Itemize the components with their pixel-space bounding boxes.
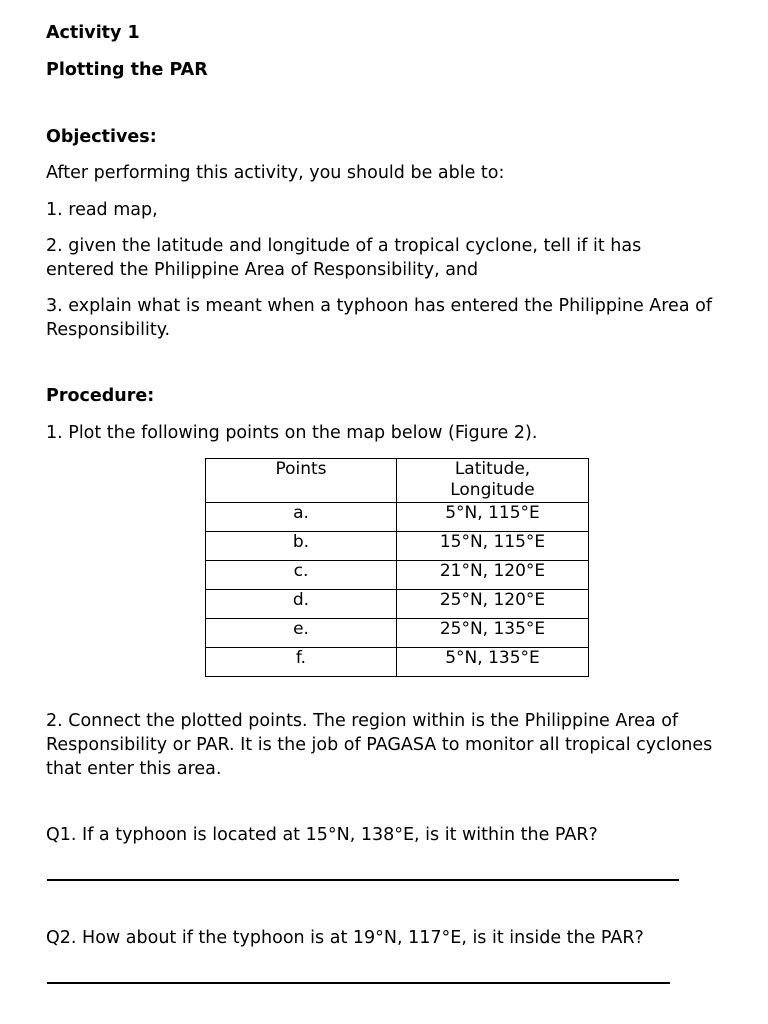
table-header-row (206, 459, 589, 503)
table-row (206, 503, 589, 532)
table-row (206, 619, 589, 648)
objective-item: 2. given the latitude and longitude of a tropical cyclone, tell if it has entered the Philippine Area of Responsibility, and (46, 236, 642, 280)
objective-item: 1. read map, (46, 200, 158, 220)
activity-label: Activity 1 (46, 23, 140, 43)
objectives-intro: After performing this activity, you should be able to: (46, 163, 505, 183)
answer-line-1[interactable] (47, 879, 679, 881)
answer-line-2[interactable] (47, 982, 670, 984)
point-coordinates: 5°N, 135°E (397, 648, 589, 677)
point-label: a. (206, 503, 397, 532)
page-title: Plotting the PAR (46, 60, 208, 80)
question-1: Q1. If a typhoon is located at 15°N, 138°E, is it within the PAR? (46, 825, 598, 845)
table-row (206, 590, 589, 619)
table-row (206, 561, 589, 590)
point-label: d. (206, 590, 397, 619)
point-coordinates: 25°N, 120°E (397, 590, 589, 619)
point-coordinates: 5°N, 115°E (397, 503, 589, 532)
point-coordinates: 25°N, 135°E (397, 619, 589, 648)
procedure-heading: Procedure: (46, 386, 155, 406)
point-label: e. (206, 619, 397, 648)
objective-item: 3. explain what is meant when a typhoon has entered the Philippine Area of Responsibility. (46, 296, 712, 340)
point-label: c. (206, 561, 397, 590)
point-label: f. (206, 648, 397, 677)
points-table (205, 458, 589, 677)
question-2: Q2. How about if the typhoon is at 19°N, 117°E, is it inside the PAR? (46, 928, 644, 948)
procedure-step-1: 1. Plot the following points on the map below (Figure 2). (46, 423, 538, 443)
point-label: b. (206, 532, 397, 561)
column-header-points: Points (206, 459, 397, 503)
procedure-step-2: 2. Connect the plotted points. The region within is the Philippine Area of Responsibility or PAR. It is the job of PAGASA to monitor all tropical cyclones that enter this area. (46, 711, 713, 779)
point-coordinates: 21°N, 120°E (397, 561, 589, 590)
column-header-lat-long: Latitude, Longitude (397, 459, 589, 503)
point-coordinates: 15°N, 115°E (397, 532, 589, 561)
table-row (206, 648, 589, 677)
table-row (206, 532, 589, 561)
objectives-heading: Objectives: (46, 127, 157, 147)
